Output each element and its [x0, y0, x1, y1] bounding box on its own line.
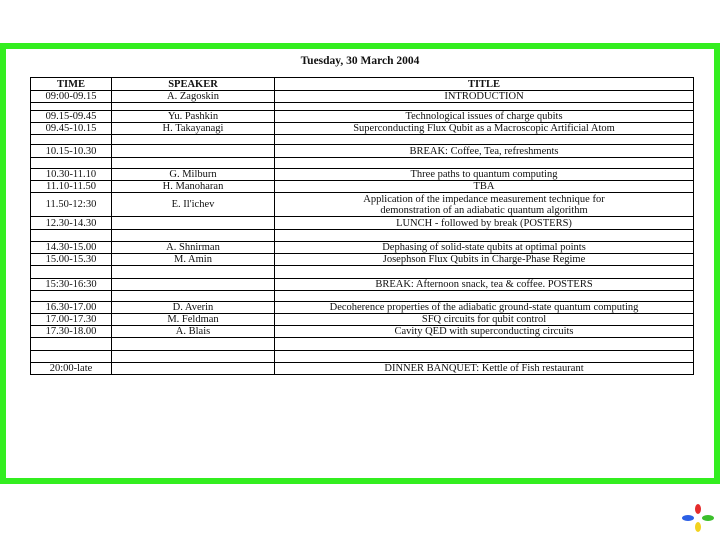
- cell-time: 11.10-11.50: [31, 181, 112, 193]
- cell-speaker: Yu. Pashkin: [112, 111, 275, 123]
- cell-speaker: [112, 363, 275, 375]
- cell-time: [31, 158, 112, 169]
- cell-time: [31, 103, 112, 111]
- slide-frame: [0, 43, 720, 484]
- cell-speaker: [112, 145, 275, 158]
- table-row: [31, 254, 694, 266]
- cell-time: 15:30-16:30: [31, 279, 112, 291]
- cell-title: SFQ circuits for qubit control: [275, 314, 694, 326]
- cell-speaker: M. Amin: [112, 254, 275, 266]
- logo-petal-top: [695, 504, 701, 514]
- cell-time: 17.00-17.30: [31, 314, 112, 326]
- cell-title-line-2: demonstration of an adiabatic quantum algorithm: [380, 204, 588, 216]
- cell-speaker: [112, 135, 275, 145]
- table-row: [31, 302, 694, 314]
- schedule-table: [30, 77, 694, 375]
- cell-title: Superconducting Flux Qubit as a Macroscopic Artificial Atom: [275, 123, 694, 135]
- cell-time: 15.00-15.30: [31, 254, 112, 266]
- table-header-row: [31, 78, 694, 91]
- cell-speaker: A. Shnirman: [112, 242, 275, 254]
- cell-time: 16.30-17.00: [31, 302, 112, 314]
- cell-speaker: [112, 279, 275, 291]
- cell-speaker: [112, 266, 275, 279]
- cell-time: [31, 135, 112, 145]
- table-row: [31, 181, 694, 193]
- table-row: [31, 169, 694, 181]
- cell-title: Cavity QED with superconducting circuits: [275, 326, 694, 338]
- table-row: [31, 326, 694, 338]
- cell-speaker: [112, 158, 275, 169]
- cell-title: BREAK: Coffee, Tea, refreshments: [275, 145, 694, 158]
- table-row: [31, 123, 694, 135]
- cell-time: [31, 266, 112, 279]
- cell-title: INTRODUCTION: [275, 91, 694, 103]
- cell-title-line-1: Application of the impedance measurement technique for: [363, 193, 605, 205]
- cell-title: Decoherence properties of the adiabatic ground-state quantum computing: [275, 302, 694, 314]
- table-row: [31, 291, 694, 302]
- cell-speaker: [112, 291, 275, 302]
- table-row: [31, 351, 694, 363]
- table-row: [31, 217, 694, 230]
- table-row: [31, 158, 694, 169]
- cell-speaker: G. Milburn: [112, 169, 275, 181]
- cell-time: [31, 338, 112, 351]
- table-row: [31, 193, 694, 217]
- column-header-time: TIME: [31, 78, 112, 91]
- table-row: [31, 111, 694, 123]
- cell-title: [275, 291, 694, 302]
- table-row: [31, 91, 694, 103]
- cell-title: [275, 158, 694, 169]
- cell-time: [31, 351, 112, 363]
- schedule-date: Tuesday, 30 March 2004: [300, 55, 420, 67]
- cell-title: [275, 351, 694, 363]
- table-row: [31, 145, 694, 158]
- schedule-body: [31, 91, 694, 375]
- column-header-speaker: SPEAKER: [112, 78, 275, 91]
- cell-time: 12.30-14.30: [31, 217, 112, 230]
- table-row: [31, 363, 694, 375]
- cell-time: 09.45-10.15: [31, 123, 112, 135]
- cell-speaker: M. Feldman: [112, 314, 275, 326]
- cell-speaker: A. Zagoskin: [112, 91, 275, 103]
- cell-time: 20:00-late: [31, 363, 112, 375]
- cell-time: 17.30-18.00: [31, 326, 112, 338]
- cell-speaker: D. Averin: [112, 302, 275, 314]
- cell-speaker: [112, 338, 275, 351]
- cell-speaker: [112, 351, 275, 363]
- cell-title: [275, 193, 694, 217]
- cell-title: [275, 338, 694, 351]
- cell-title: DINNER BANQUET: Kettle of Fish restaurant: [275, 363, 694, 375]
- table-row: [31, 279, 694, 291]
- cell-speaker: [112, 230, 275, 242]
- cell-title: Josephson Flux Qubits in Charge-Phase Regime: [275, 254, 694, 266]
- cell-speaker: E. Il'ichev: [112, 193, 275, 217]
- table-row: [31, 103, 694, 111]
- cell-time: 09:00-09.15: [31, 91, 112, 103]
- cell-speaker: [112, 103, 275, 111]
- cell-time: 11.50-12:30: [31, 193, 112, 217]
- table-row: [31, 135, 694, 145]
- cell-title: BREAK: Afternoon snack, tea & coffee. POSTERS: [275, 279, 694, 291]
- cell-title: TBA: [275, 181, 694, 193]
- logo-petal-right: [702, 515, 714, 521]
- cell-title: LUNCH - followed by break (POSTERS): [275, 217, 694, 230]
- cell-time: 14.30-15.00: [31, 242, 112, 254]
- column-header-title: TITLE: [275, 78, 694, 91]
- table-row: [31, 242, 694, 254]
- four-petal-logo-icon: [678, 502, 718, 534]
- table-row: [31, 314, 694, 326]
- cell-title: [275, 103, 694, 111]
- table-row: [31, 266, 694, 279]
- table-row: [31, 230, 694, 242]
- cell-title: Three paths to quantum computing: [275, 169, 694, 181]
- cell-time: [31, 291, 112, 302]
- logo-petal-left: [682, 515, 694, 521]
- cell-title: [275, 135, 694, 145]
- logo-petal-bottom: [695, 522, 701, 532]
- table-row: [31, 338, 694, 351]
- cell-time: 10.15-10.30: [31, 145, 112, 158]
- cell-time: 10.30-11.10: [31, 169, 112, 181]
- cell-speaker: H. Takayanagi: [112, 123, 275, 135]
- cell-title: [275, 230, 694, 242]
- cell-title: Dephasing of solid-state qubits at optimal points: [275, 242, 694, 254]
- cell-speaker: [112, 217, 275, 230]
- cell-time: [31, 230, 112, 242]
- cell-time: 09.15-09.45: [31, 111, 112, 123]
- cell-speaker: H. Manoharan: [112, 181, 275, 193]
- cell-title: [275, 266, 694, 279]
- cell-title: Technological issues of charge qubits: [275, 111, 694, 123]
- cell-speaker: A. Blais: [112, 326, 275, 338]
